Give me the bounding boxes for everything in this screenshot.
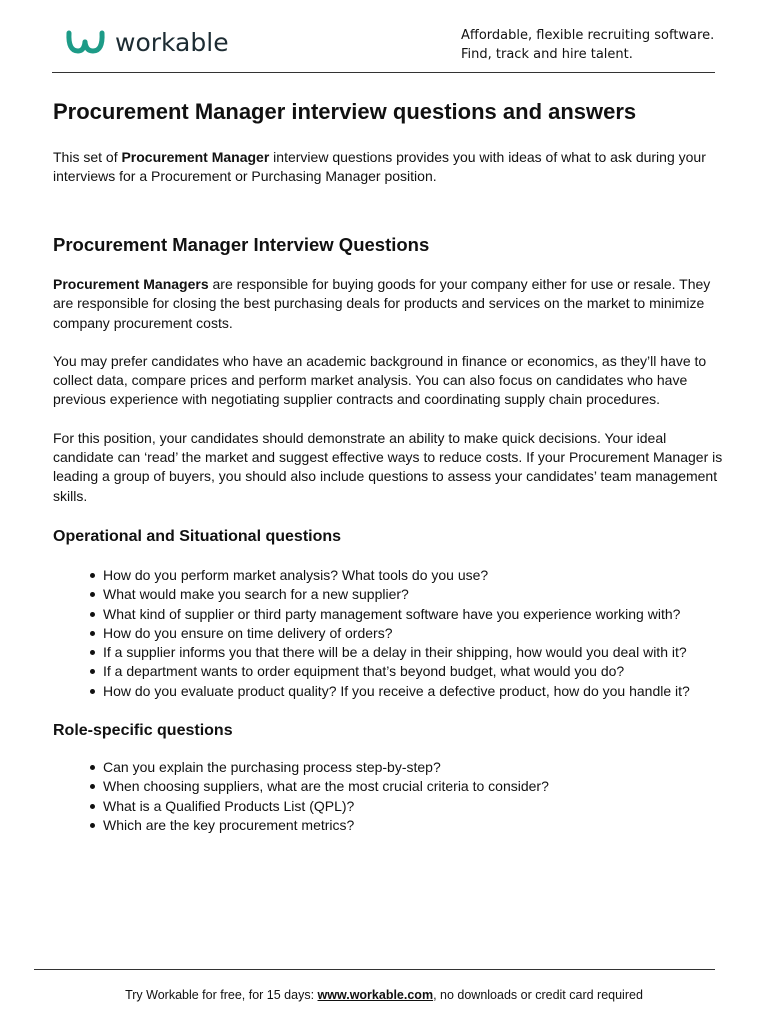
list-item: What would make you search for a new supplier?: [89, 585, 723, 604]
intro-suffix: interview questions provides you with ideas of what to ask during your interviews for a Procurement or Purchasing Manager position.: [53, 149, 706, 184]
operational-heading: Operational and Situational questions: [53, 527, 342, 545]
paragraph-bold: Procurement Managers: [53, 276, 209, 292]
workable-link[interactable]: www.workable.com: [317, 988, 434, 1002]
list-item: How do you evaluate product quality? If you receive a defective product, how do you handle it?: [89, 682, 723, 701]
list-item: If a supplier informs you that there will be a delay in their shipping, how would you deal with it?: [89, 643, 723, 662]
intro-prefix: This set of: [53, 149, 122, 165]
document-body: [53, 97, 723, 835]
role-specific-questions-list: [53, 758, 723, 835]
section-heading: Procurement Manager Interview Questions: [53, 234, 430, 255]
workable-logo-icon: [64, 29, 108, 57]
logo-text: workable: [115, 28, 229, 57]
tagline-line-2: Find, track and hire talent.: [461, 47, 633, 62]
list-item: Can you explain the purchasing process step-by-step?: [89, 758, 723, 777]
list-item: How do you perform market analysis? What tools do you use?: [89, 566, 723, 585]
workable-logo[interactable]: [64, 28, 229, 58]
role-specific-heading: Role-specific questions: [53, 722, 233, 740]
tagline-line-1: Affordable, flexible recruiting software.: [461, 28, 715, 43]
list-item: What kind of supplier or third party management software have you experience working with?: [89, 605, 723, 624]
page-header: [0, 0, 768, 74]
paragraph-role-description: [53, 275, 723, 333]
intro-paragraph: [53, 148, 723, 186]
header-divider: [52, 72, 715, 73]
page-title: Procurement Manager interview questions and answers: [53, 99, 637, 124]
list-item: When choosing suppliers, what are the most crucial criteria to consider?: [89, 777, 723, 796]
paragraph-decisions: For this position, your candidates should demonstrate an ability to make quick decisions. Your ideal candidate can ‘read’ the market and suggest effective ways to reduce costs. If your Procurement Manager is leading a group of buyers, you should also include questions to assess your candidates’ team management skills.: [53, 429, 723, 504]
operational-questions-list: [53, 566, 723, 701]
list-item: Which are the key procurement metrics?: [89, 816, 723, 835]
footer-prefix: Try Workable for free, for 15 days:: [125, 988, 318, 1002]
page-footer: [0, 986, 768, 1004]
header-tagline: [461, 26, 714, 64]
paragraph-background: You may prefer candidates who have an academic background in finance or economics, as they’ll have to collect data, compare prices and perform market analysis. You can also focus on candidates who have previous experience with negotiating supplier contracts and coordinating supply chain procedures.: [53, 352, 707, 408]
list-item: If a department wants to order equipment that’s beyond budget, what would you do?: [89, 662, 723, 681]
paragraph-rest: are responsible for buying goods for your company either for use or resale. They are responsible for closing the best purchasing deals for products and services on the market to minimize company procurement costs.: [53, 276, 711, 331]
list-item: How do you ensure on time delivery of orders?: [89, 624, 723, 643]
footer-divider: [34, 969, 715, 970]
list-item: What is a Qualified Products List (QPL)?: [89, 797, 723, 816]
footer-suffix: , no downloads or credit card required: [433, 988, 643, 1002]
intro-bold: Procurement Manager: [121, 149, 270, 165]
